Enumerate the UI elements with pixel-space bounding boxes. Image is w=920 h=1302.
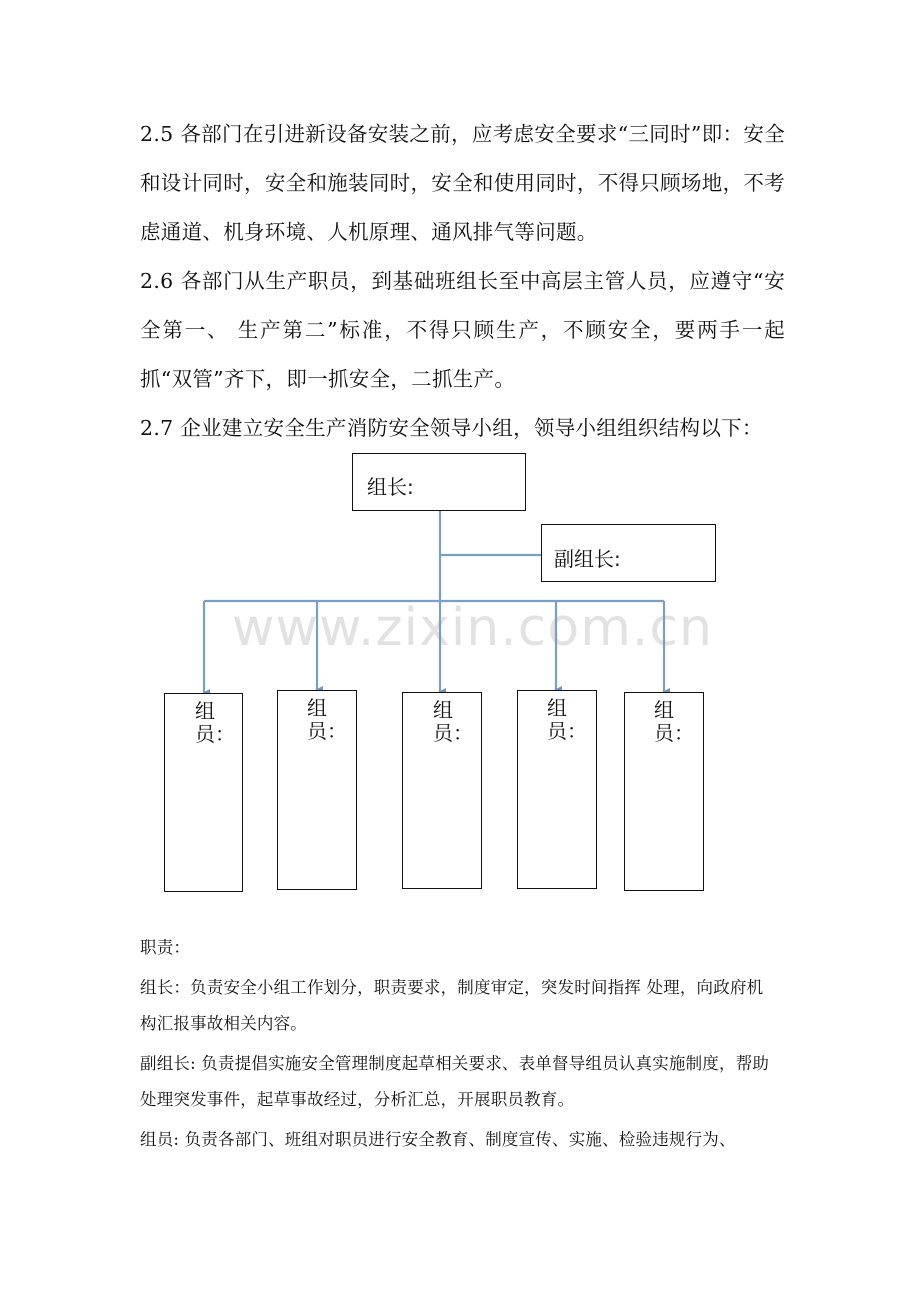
leader-label: 组长:	[367, 475, 414, 499]
member-label-1: 组员：	[195, 699, 235, 746]
duty-member: 组员: 负责各部门、班组对职员进行安全教育、制度宣传、实施、检验违规行为、	[140, 1130, 736, 1149]
duty-deputy: 副组长: 负责提倡实施安全管理制度起草相关要求、表单督导组员认真实施制度，帮助处理突发事件，起草事故经过，分析汇总，开展职员教育。	[140, 1054, 770, 1109]
leader-box	[352, 453, 526, 511]
watermark: www.zixin.com.cn	[232, 598, 713, 658]
member-box-1	[164, 693, 243, 892]
member-box-2	[277, 690, 357, 890]
section-2-7-text: 2.7 企业建立安全生产消防安全领导小组，领导小组组织结构以下：	[140, 416, 763, 440]
section-2-5-text: 2.5 各部门在引进新设备安装之前，应考虑安全要求“三同时”即：安全和设计同时，安全和施装同时，安全和使用同时，不得只顾场地，不考虑通道、机身环境、人机原理、通风排气等问题。	[140, 122, 785, 244]
member-label-2: 组员：	[307, 696, 347, 743]
member-box-3	[402, 692, 482, 889]
duties-title: 职责：	[140, 938, 191, 957]
duty-leader: 组长：负责安全小组工作划分，职责要求，制度审定，突发时间指挥 处理，向政府机构汇报事故相关内容。	[140, 978, 764, 1033]
member-box-5	[624, 692, 704, 891]
member-box-4	[517, 690, 597, 889]
member-label-4: 组员：	[547, 696, 587, 743]
duties-section	[140, 930, 780, 1158]
deputy-label: 副组长:	[554, 547, 621, 571]
deputy-box	[541, 524, 716, 582]
member-label-5: 组员：	[654, 698, 694, 745]
section-2-6-text: 2.6 各部门从生产职员，到基础班组长至中高层主管人员，应遵守“安全第一、 生产第二”标准，不得只顾生产，不顾安全，要两手一起抓“双管”齐下，即一抓安全，二抓生产。	[140, 269, 785, 391]
member-label-3: 组员：	[433, 698, 473, 745]
